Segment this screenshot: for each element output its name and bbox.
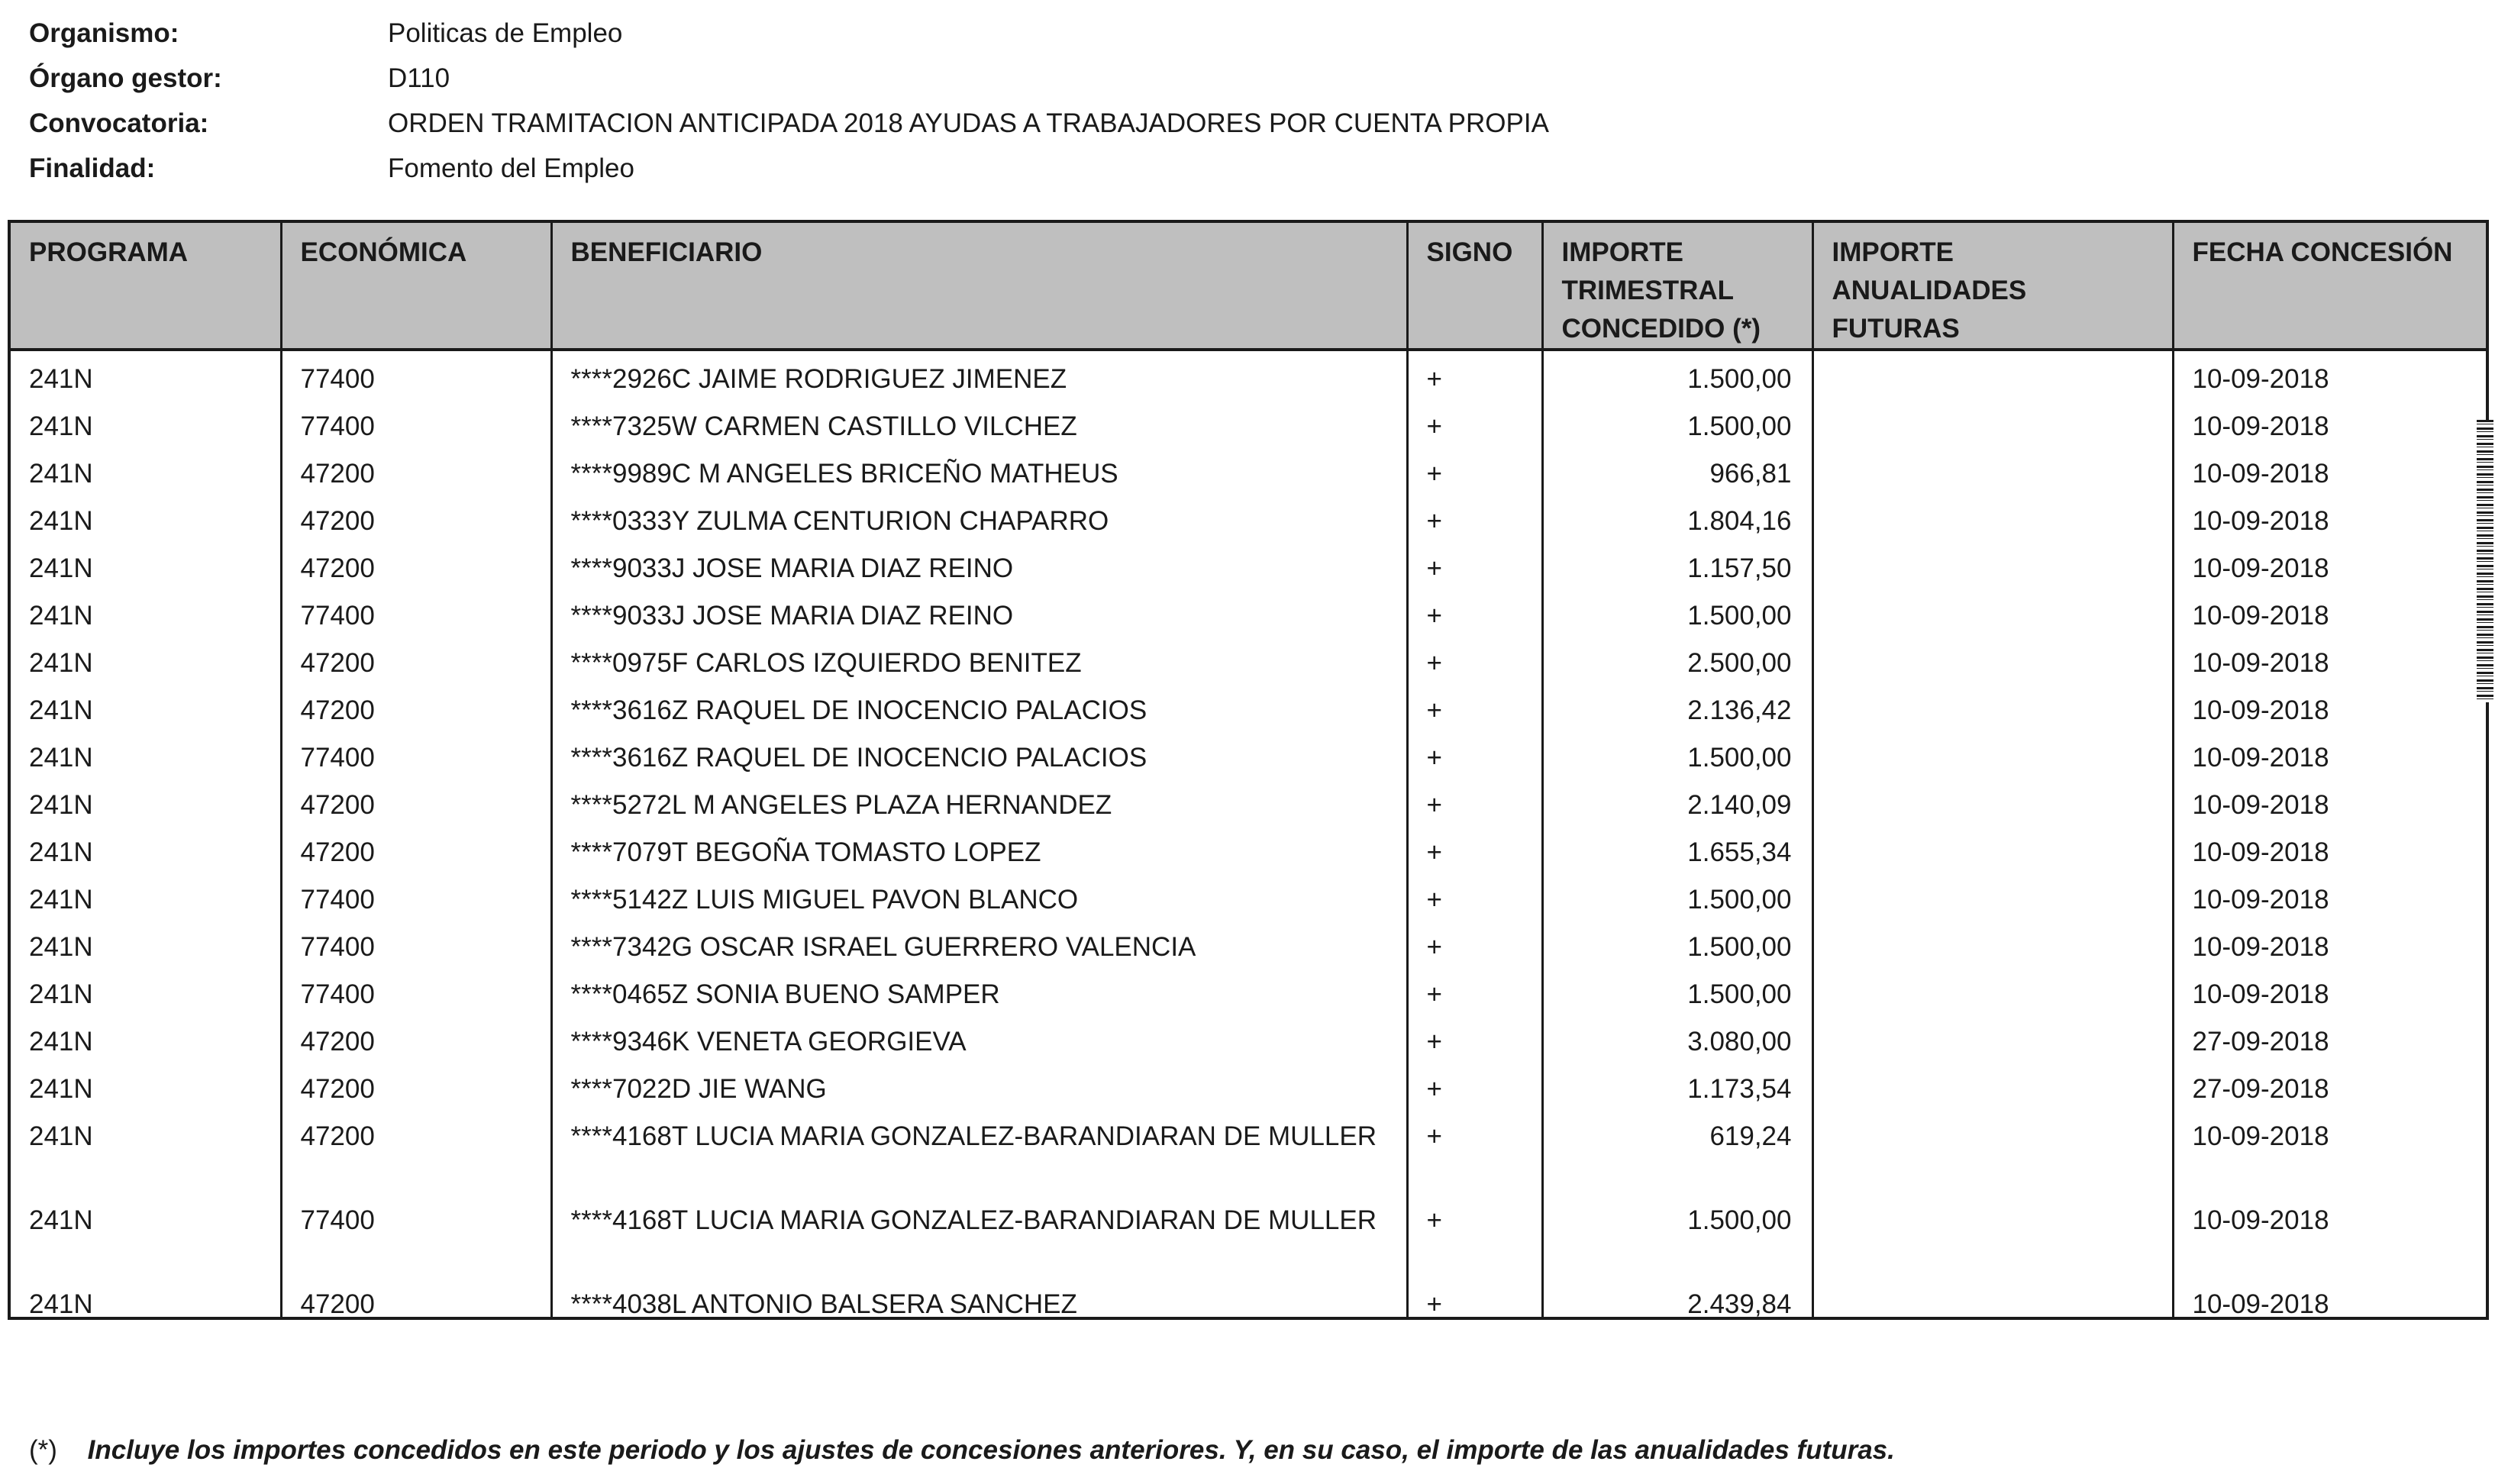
cell-beneficiario: ****7325W CARMEN CASTILLO VILCHEZ [551,398,1407,446]
cell-economica: 77400 [281,588,551,635]
cell-fecha: 10-09-2018 [2192,1289,2329,1319]
cell-programa: 241N [11,588,281,635]
table-row [11,730,2486,777]
cell-programa: 241N [11,398,281,446]
cell-signo: + [1407,493,1542,540]
table-row [11,493,2486,540]
cell-anualidades [1812,872,2173,919]
cell-fecha: 10-09-2018 [2192,1205,2329,1235]
header-text-line: IMPORTE [1561,237,1683,267]
cell-economica: 47200 [281,635,551,682]
cell-signo: + [1407,398,1542,446]
cell-signo: + [1407,682,1542,730]
cell-programa: 241N [11,777,281,824]
cell-anualidades [1812,398,2173,446]
cell-programa: 241N [11,350,281,398]
cell-economica: 77400 [281,919,551,966]
footnote-text: Incluye los importes concedidos en este periodo y los ajustes de concesiones anteriores. Y, en su caso, el importe de las anualidades futuras. [87,1435,1895,1465]
meta-row-finalidad [29,146,1549,191]
cell-signo: + [1407,1061,1542,1108]
cell-economica: 77400 [281,730,551,777]
cell-programa: 241N [11,1061,281,1108]
cell-programa: 241N [11,493,281,540]
table-row [11,1276,2486,1320]
header-signo: SIGNO [1407,223,1542,350]
cell-economica: 77400 [281,966,551,1014]
header-text-line: TRIMESTRAL [1561,276,1735,305]
cell-beneficiario: ****7079T BEGOÑA TOMASTO LOPEZ [551,824,1407,872]
table-row [11,350,2486,398]
cell-importe: 3.080,00 [1542,1014,1812,1061]
cell-beneficiario: ****0333Y ZULMA CENTURION CHAPARRO [551,493,1407,540]
header-importe-anualidades [1812,223,2173,350]
document-header [29,11,1549,191]
header-text-line: ANUALIDADES [1832,276,2027,305]
cell-fecha: 10-09-2018 [2192,790,2329,820]
table-row [11,682,2486,730]
cell-importe: 1.804,16 [1542,493,1812,540]
cell-beneficiario: ****3616Z RAQUEL DE INOCENCIO PALACIOS [551,682,1407,730]
concessions-table-frame [8,220,2489,1320]
cell-fecha: 10-09-2018 [2192,979,2329,1009]
cell-economica: 47200 [281,493,551,540]
cell-programa: 241N [11,872,281,919]
cell-signo: + [1407,872,1542,919]
cell-beneficiario: ****4168T LUCIA MARIA GONZALEZ-BARANDIARAN DE MULLER [551,1108,1407,1192]
table-header-row [11,223,2486,350]
cell-fecha: 10-09-2018 [2192,932,2329,962]
cell-programa: 241N [11,919,281,966]
cell-economica: 47200 [281,777,551,824]
cell-anualidades [1812,540,2173,588]
cell-fecha: 27-09-2018 [2192,1074,2329,1104]
cell-beneficiario: ****9346K VENETA GEORGIEVA [551,1014,1407,1061]
cell-fecha: 10-09-2018 [2192,743,2329,773]
cell-programa: 241N [11,1276,281,1320]
header-fecha-concesion: FECHA CONCESIÓN [2173,223,2486,350]
cell-programa: 241N [11,682,281,730]
table-row [11,635,2486,682]
cell-anualidades [1812,1014,2173,1061]
cell-beneficiario: ****5272L M ANGELES PLAZA HERNANDEZ [551,777,1407,824]
table-row [11,872,2486,919]
cell-programa: 241N [11,446,281,493]
cell-importe: 2.439,84 [1542,1276,1812,1320]
cell-programa: 241N [11,540,281,588]
cell-signo: + [1407,824,1542,872]
cell-beneficiario: ****4038L ANTONIO BALSERA SANCHEZ [551,1276,1407,1320]
table-row [11,1108,2486,1192]
header-text-line: FUTURAS [1832,314,1960,344]
cell-anualidades [1812,588,2173,635]
cell-signo: + [1407,966,1542,1014]
cell-programa: 241N [11,730,281,777]
cell-anualidades [1812,1061,2173,1108]
cell-signo: + [1407,540,1542,588]
cell-programa: 241N [11,1192,281,1276]
cell-anualidades [1812,446,2173,493]
cell-anualidades [1812,777,2173,824]
cell-importe: 1.500,00 [1542,966,1812,1014]
cell-beneficiario: ****9033J JOSE MARIA DIAZ REINO [551,540,1407,588]
cell-fecha: 10-09-2018 [2192,459,2329,489]
cell-fecha: 10-09-2018 [2192,411,2329,441]
cell-signo: + [1407,350,1542,398]
header-importe-trimestral [1542,223,1812,350]
table-row [11,777,2486,824]
cell-beneficiario: ****7022D JIE WANG [551,1061,1407,1108]
cell-fecha: 10-09-2018 [2192,601,2329,631]
header-economica: ECONÓMICA [281,223,551,350]
cell-fecha: 10-09-2018 [2192,364,2329,394]
table-row [11,1192,2486,1276]
concessions-table [11,223,2486,1320]
cell-economica: 77400 [281,1192,551,1276]
meta-row-organismo [29,11,1549,56]
table-row [11,966,2486,1014]
cell-fecha: 10-09-2018 [2192,885,2329,915]
cell-importe: 1.500,00 [1542,350,1812,398]
header-beneficiario: BENEFICIARIO [551,223,1407,350]
cell-signo: + [1407,777,1542,824]
cell-signo: + [1407,588,1542,635]
cell-beneficiario: ****0975F CARLOS IZQUIERDO BENITEZ [551,635,1407,682]
cell-beneficiario: ****0465Z SONIA BUENO SAMPER [551,966,1407,1014]
cell-programa: 241N [11,1014,281,1061]
cell-economica: 47200 [281,446,551,493]
meta-label: Convocatoria: [29,108,209,138]
cell-signo: + [1407,1192,1542,1276]
table-row [11,824,2486,872]
table-row [11,540,2486,588]
cell-anualidades [1812,966,2173,1014]
meta-value: D110 [388,63,450,93]
cell-economica: 77400 [281,872,551,919]
cell-programa: 241N [11,635,281,682]
meta-label: Organismo: [29,18,179,48]
cell-fecha: 27-09-2018 [2192,1027,2329,1057]
cell-anualidades [1812,1108,2173,1192]
meta-label: Órgano gestor: [29,63,222,93]
cell-economica: 47200 [281,1276,551,1320]
cell-anualidades [1812,1276,2173,1320]
cell-signo: + [1407,1276,1542,1320]
meta-value: ORDEN TRAMITACION ANTICIPADA 2018 AYUDAS A TRABAJADORES POR CUENTA PROPIA [388,108,1549,138]
cell-importe: 1.500,00 [1542,872,1812,919]
cell-fecha: 10-09-2018 [2192,837,2329,867]
cell-fecha: 10-09-2018 [2192,1121,2329,1151]
cell-importe: 1.655,34 [1542,824,1812,872]
cell-importe: 1.500,00 [1542,588,1812,635]
table-row [11,446,2486,493]
cell-importe: 2.140,09 [1542,777,1812,824]
table-body [11,350,2486,1320]
table-row [11,398,2486,446]
cell-programa: 241N [11,824,281,872]
meta-label: Finalidad: [29,153,156,183]
cell-economica: 47200 [281,1108,551,1192]
cell-signo: + [1407,1108,1542,1192]
cell-economica: 77400 [281,350,551,398]
cell-economica: 47200 [281,824,551,872]
cell-anualidades [1812,682,2173,730]
cell-anualidades [1812,1192,2173,1276]
cell-economica: 47200 [281,1061,551,1108]
cell-signo: + [1407,446,1542,493]
table-row [11,919,2486,966]
cell-anualidades [1812,919,2173,966]
cell-beneficiario: ****9989C M ANGELES BRICEÑO MATHEUS [551,446,1407,493]
cell-economica: 47200 [281,540,551,588]
cell-anualidades [1812,635,2173,682]
cell-importe: 1.157,50 [1542,540,1812,588]
footnote [29,1435,1895,1466]
cell-programa: 241N [11,966,281,1014]
cell-beneficiario: ****9033J JOSE MARIA DIAZ REINO [551,588,1407,635]
cell-importe: 1.500,00 [1542,919,1812,966]
cell-fecha: 10-09-2018 [2192,553,2329,583]
cell-importe: 966,81 [1542,446,1812,493]
cell-signo: + [1407,1014,1542,1061]
meta-row-organo-gestor [29,56,1549,101]
cell-anualidades [1812,493,2173,540]
cell-beneficiario: ****4168T LUCIA MARIA GONZALEZ-BARANDIARAN DE MULLER [551,1192,1407,1276]
cell-importe: 1.500,00 [1542,1192,1812,1276]
cell-programa: 241N [11,1108,281,1192]
cell-importe: 2.136,42 [1542,682,1812,730]
cell-anualidades [1812,350,2173,398]
table-row [11,588,2486,635]
cell-importe: 1.173,54 [1542,1061,1812,1108]
cell-fecha: 10-09-2018 [2192,648,2329,678]
cell-beneficiario: ****2926C JAIME RODRIGUEZ JIMENEZ [551,350,1407,398]
cell-economica: 77400 [281,398,551,446]
cell-importe: 2.500,00 [1542,635,1812,682]
cell-fecha: 10-09-2018 [2192,506,2329,536]
cell-beneficiario: ****7342G OSCAR ISRAEL GUERRERO VALENCIA [551,919,1407,966]
cell-economica: 47200 [281,1014,551,1061]
cell-signo: + [1407,730,1542,777]
cell-importe: 1.500,00 [1542,398,1812,446]
meta-value: Fomento del Empleo [388,153,634,183]
cell-beneficiario: ****5142Z LUIS MIGUEL PAVON BLANCO [551,872,1407,919]
cell-signo: + [1407,635,1542,682]
cell-importe: 619,24 [1542,1108,1812,1192]
meta-value: Politicas de Empleo [388,18,623,48]
cell-beneficiario: ****3616Z RAQUEL DE INOCENCIO PALACIOS [551,730,1407,777]
cell-importe: 1.500,00 [1542,730,1812,777]
table-row [11,1061,2486,1108]
header-programa: PROGRAMA [11,223,281,350]
footnote-mark: (*) [29,1435,57,1465]
cell-anualidades [1812,824,2173,872]
cell-fecha: 10-09-2018 [2192,695,2329,725]
table-row [11,1014,2486,1061]
meta-row-convocatoria [29,101,1549,146]
cell-economica: 47200 [281,682,551,730]
header-text-line: IMPORTE [1832,237,1954,267]
cell-signo: + [1407,919,1542,966]
header-text-line: CONCEDIDO (*) [1561,314,1761,344]
cell-anualidades [1812,730,2173,777]
barcode-strip [2477,420,2493,702]
